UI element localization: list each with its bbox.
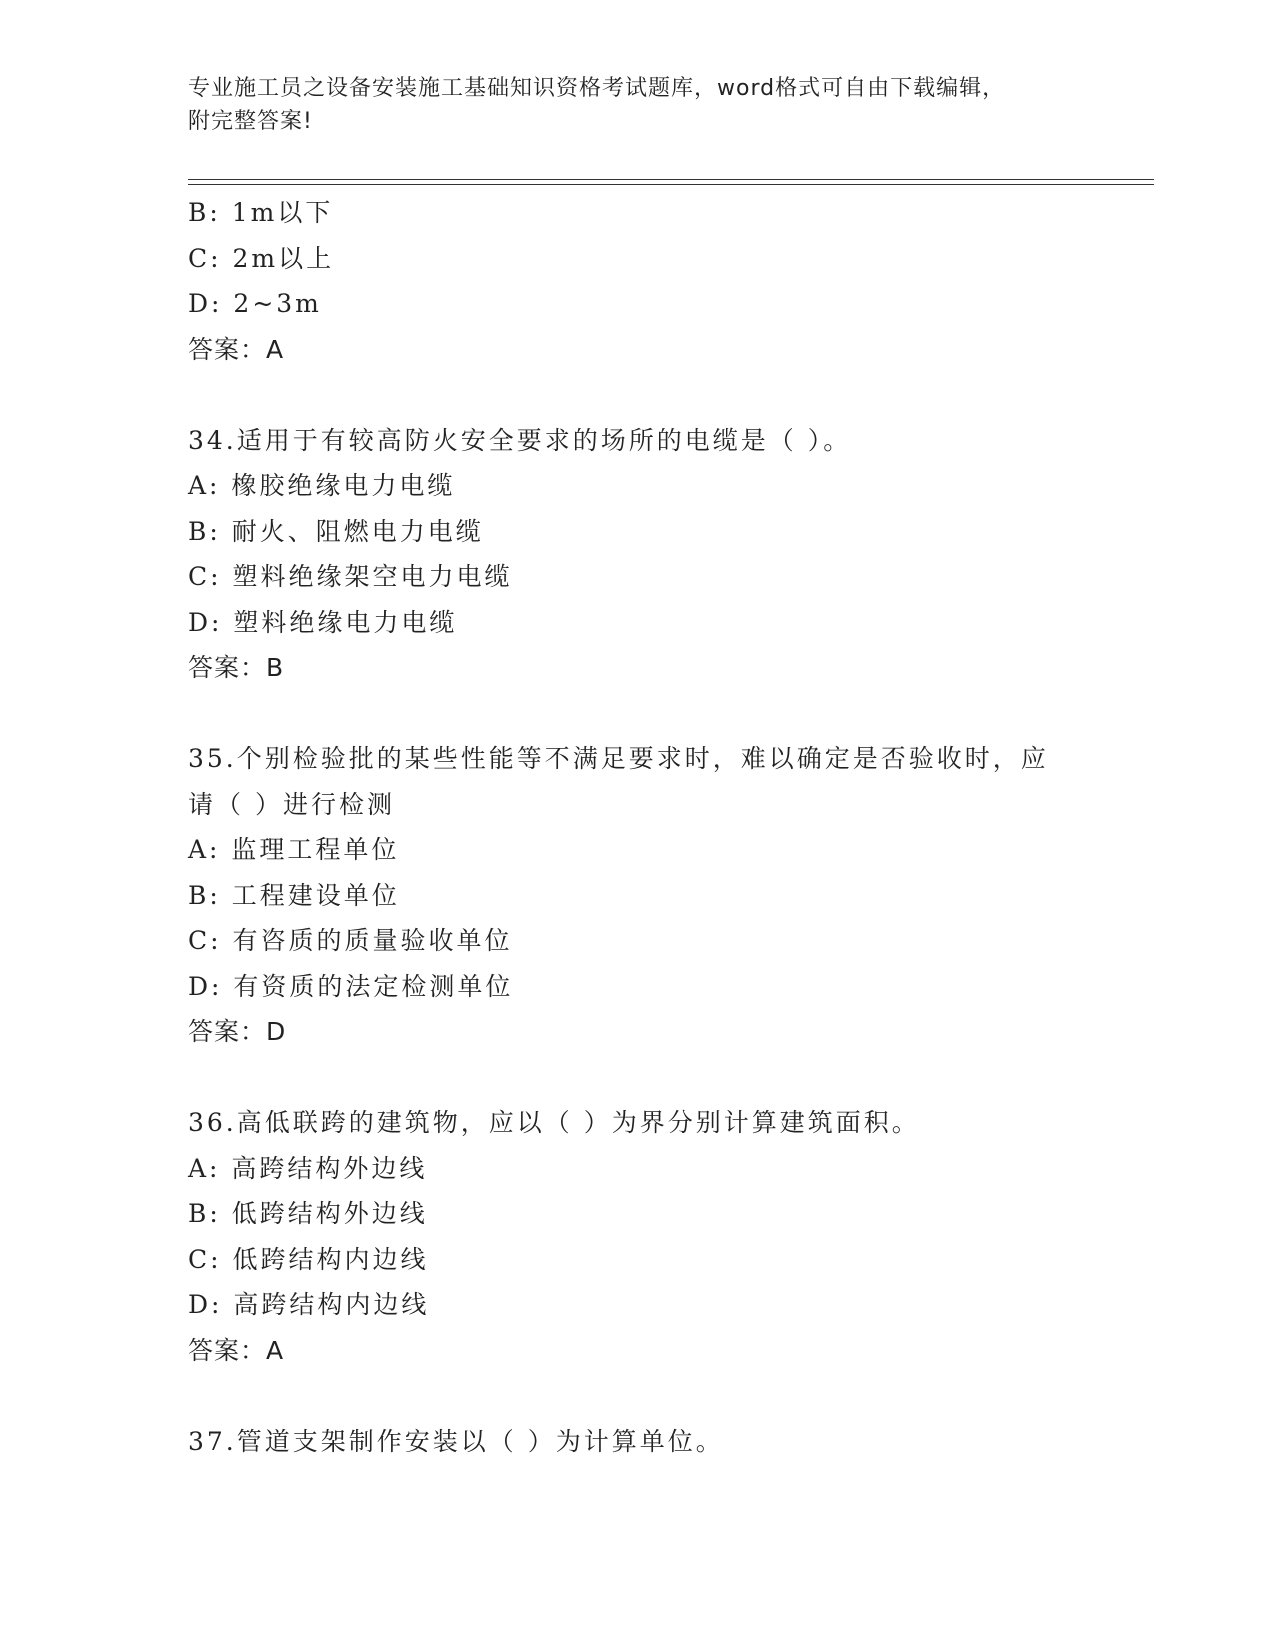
option-item: A: 监理工程单位 — [188, 835, 400, 864]
option-item: D: 高跨结构内边线 — [188, 1290, 430, 1319]
option-item: D: 塑料绝缘电力电缆 — [188, 607, 458, 637]
question-block — [188, 736, 1088, 1055]
option-item: B: 低跨结构外边线 — [188, 1199, 428, 1228]
header-line: 专业施工员之设备安装施工基础知识资格考试题库，word格式可自由下载编辑， — [188, 76, 1006, 101]
option-item: D: 2~3m — [188, 289, 322, 318]
option-item: A: 高跨结构外边线 — [188, 1153, 428, 1183]
question-stem: 37.管道支架制作安装以（ ）为计算单位。 — [188, 1426, 724, 1456]
answer-line: 答案：A — [188, 334, 285, 364]
option-item: B: 工程建设单位 — [188, 880, 400, 910]
answer-line: 答案：B — [188, 653, 285, 682]
question-block — [188, 190, 1088, 372]
question-list — [188, 190, 1088, 1464]
question-stem: 34.适用于有较高防火安全要求的场所的电缆是（ ）。 — [188, 425, 852, 455]
option-item: B: 1m以下 — [188, 198, 334, 227]
option-item: A: 橡胶绝缘电力电缆 — [188, 471, 456, 500]
header-divider — [188, 184, 1154, 185]
header-divider — [188, 179, 1154, 180]
option-item: C: 2m以上 — [188, 243, 335, 273]
question-stem: 请（ ）进行检测 — [188, 789, 395, 819]
option-item: D: 有资质的法定检测单位 — [188, 971, 514, 1001]
document-header — [188, 72, 1088, 138]
question-block — [188, 1419, 1088, 1465]
question-block — [188, 418, 1088, 691]
question-stem: 36.高低联跨的建筑物，应以（ ）为界分别计算建筑面积。 — [188, 1108, 920, 1137]
option-item: C: 低跨结构内边线 — [188, 1244, 429, 1274]
header-line: 附完整答案! — [188, 109, 313, 134]
option-item: C: 有咨质的质量验收单位 — [188, 926, 513, 955]
option-item: C: 塑料绝缘架空电力电缆 — [188, 562, 513, 591]
question-block — [188, 1100, 1088, 1373]
answer-line: 答案：D — [188, 1017, 287, 1046]
answer-line: 答案：A — [188, 1335, 285, 1365]
option-item: B: 耐火、阻燃电力电缆 — [188, 516, 484, 546]
question-stem: 35.个别检验批的某些性能等不满足要求时，难以确定是否验收时，应 — [188, 744, 1049, 773]
